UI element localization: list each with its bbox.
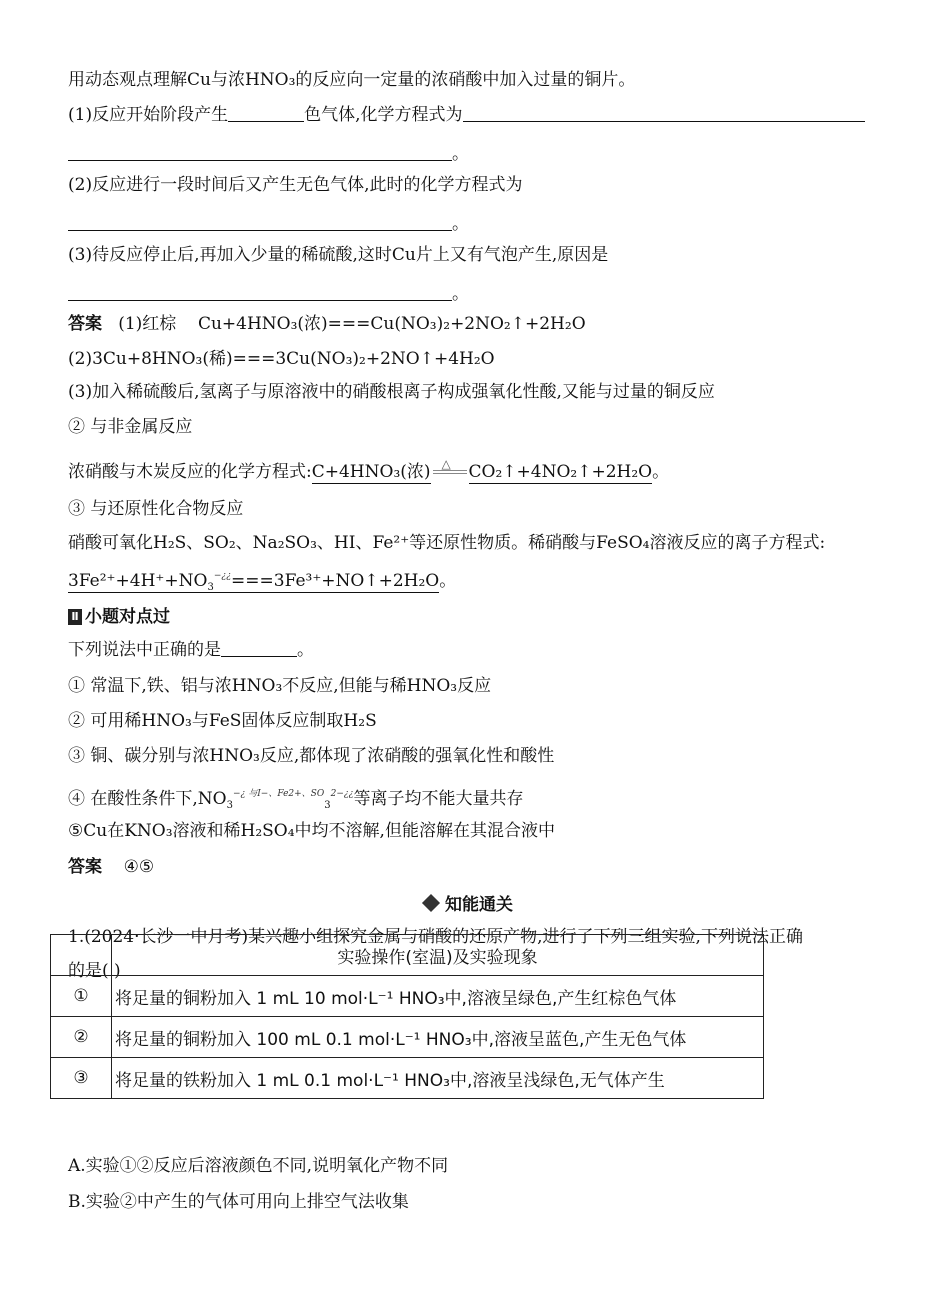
question-1-part-b: 色气体,化学方程式为: [304, 105, 463, 125]
option-3: ③ 铜、碳分别与浓HNO₃反应,都体现了浓硝酸的强氧化性和酸性: [68, 746, 555, 766]
answer-1-equation: Cu+4HNO₃(浓)===Cu(NO₃)₂+2NO₂↑+2H₂O: [197, 314, 586, 334]
period: 。: [439, 571, 457, 591]
period: 。: [452, 284, 469, 304]
period: 。: [297, 640, 314, 660]
question-1: [68, 103, 865, 127]
row-text: 将足量的铜粉加入 100 mL 0.1 mol·L⁻¹ HNO₃中,溶液呈蓝色,产生无色气体: [112, 1017, 764, 1058]
carbon-equation-right: CO₂↑+4NO₂↑+2H₂O: [468, 462, 653, 482]
heat-triangle-icon: △: [441, 456, 451, 471]
ion-equation-right: ===3Fe³⁺+NO↑+2H₂O: [231, 571, 440, 591]
blank-equation-2[interactable]: [68, 212, 452, 231]
practice-question-text: 下列说法中正确的是: [68, 640, 221, 660]
main-question-line-1: 1.(2024·长沙一中月考)某兴趣小组探究金属与硝酸的还原产物,进行了下列三组实验,下列说法正确: [68, 927, 803, 947]
blank-color[interactable]: [228, 103, 304, 122]
option-A: A.实验①②反应后溶液颜色不同,说明氧化产物不同: [68, 1156, 449, 1176]
ion-equation: [68, 564, 456, 600]
option-5: ⑤Cu在KNO₃溶液和稀H₂SO₄中均不溶解,但能溶解在其混合液中: [68, 821, 555, 841]
option-2: ② 可用稀HNO₃与FeS固体反应制取H₂S: [68, 711, 377, 731]
main-question-line-2: 的是( ): [68, 961, 121, 981]
heating-arrow: [433, 456, 467, 482]
answer-2: (2)3Cu+8HNO₃(稀)===3Cu(NO₃)₂+2NO↑+4H₂O: [68, 349, 495, 369]
ion-equation-underlined: [68, 571, 439, 593]
period: 。: [652, 462, 670, 482]
row-text: 将足量的铁粉加入 1 mL 0.1 mol·L⁻¹ HNO₃中,溶液呈浅绿色,无气体产生: [112, 1058, 764, 1099]
blank-practice[interactable]: [221, 638, 297, 657]
section-tag: [423, 890, 513, 915]
practice-answer-value: ④⑤: [123, 857, 155, 877]
section-reducing-title: ③ 与还原性化合物反应: [68, 499, 244, 519]
table-row: [51, 1058, 764, 1099]
option-B: B.实验②中产生的气体可用向上排空气法收集: [68, 1192, 409, 1212]
answer-3: (3)加入稀硫酸后,氢离子与原溶液中的硝酸根离子构成强氧化性酸,又能与过量的铜反应: [68, 382, 715, 402]
ion-subscript: 3: [207, 582, 214, 593]
question-3-answer-line: [68, 282, 469, 306]
table-row: [51, 1017, 764, 1058]
option-4: [68, 782, 524, 818]
option-4-prefix: ④ 在酸性条件下,NO: [68, 789, 227, 809]
roman-two-icon: Ⅱ: [68, 609, 82, 625]
table-header-row: [51, 935, 764, 976]
ion-equation-left: 3Fe²⁺+4H⁺+NO: [68, 571, 208, 591]
reducing-text: 硝酸可氧化H₂S、SO₂、Na₂SO₃、HI、Fe²⁺等还原性物质。稀硝酸与FeSO₄溶液反应的离子方程式:: [68, 533, 826, 553]
row-number: ③: [51, 1058, 112, 1099]
practice-heading: [68, 605, 170, 629]
section-nonmetal-title: ② 与非金属反应: [68, 417, 193, 437]
option-4-subscript: 3: [226, 800, 233, 811]
practice-title: 小题对点过: [85, 607, 170, 627]
question-3: (3)待反应停止后,再加入少量的稀硫酸,这时Cu片上又有气泡产生,原因是: [68, 245, 609, 265]
experiment-table: [50, 934, 764, 1099]
row-number: ②: [51, 1017, 112, 1058]
carbon-equation-left: C+4HNO₃(浓): [311, 462, 431, 482]
row-text: 将足量的铜粉加入 1 mL 10 mol·L⁻¹ HNO₃中,溶液呈绿色,产生红棕色气体: [112, 976, 764, 1017]
question-1-part-a: (1)反应开始阶段产生: [68, 105, 229, 125]
answer-label: 答案: [68, 314, 102, 334]
question-2: (2)反应进行一段时间后又产生无色气体,此时的化学方程式为: [68, 175, 523, 195]
carbon-prefix: 浓硝酸与木炭反应的化学方程式:: [68, 462, 312, 482]
table-row: [51, 976, 764, 1017]
period: 。: [452, 144, 469, 164]
table-header: 实验操作(室温)及实验现象: [112, 935, 764, 976]
ion-superscript: −¿¿: [213, 571, 232, 581]
question-1-continuation: [68, 142, 469, 166]
blank-equation-1b[interactable]: [68, 142, 452, 161]
carbon-reaction: [68, 456, 670, 484]
option-1: ① 常温下,铁、铝与浓HNO₃不反应,但能与稀HNO₃反应: [68, 676, 492, 696]
question-2-answer-line: [68, 212, 469, 236]
option-4-subscript-2: 3: [324, 800, 331, 811]
option-4-suffix: 等离子均不能大量共存: [353, 789, 524, 809]
option-4-superscript-2: 2−¿¿: [330, 789, 354, 799]
answer-1-color: (1)红棕: [118, 314, 177, 334]
table-header-empty: [51, 935, 112, 976]
blank-equation-1a[interactable]: [463, 103, 865, 122]
practice-answer: [68, 855, 154, 879]
practice-header: [68, 603, 170, 629]
intro-text: 用动态观点理解Cu与浓HNO₃的反应向一定量的浓硝酸中加入过量的铜片。: [68, 70, 636, 90]
row-number: ①: [51, 976, 112, 1017]
option-4-superscript: −¿ 与I−、Fe2+、SO: [233, 789, 325, 799]
diamond-icon: [422, 893, 440, 911]
period: 。: [452, 214, 469, 234]
section-tag-label: 知能通关: [445, 895, 513, 915]
answer-label: 答案: [68, 857, 102, 877]
answer-1: [68, 312, 586, 336]
blank-reason[interactable]: [68, 282, 452, 301]
practice-question: [68, 638, 314, 662]
